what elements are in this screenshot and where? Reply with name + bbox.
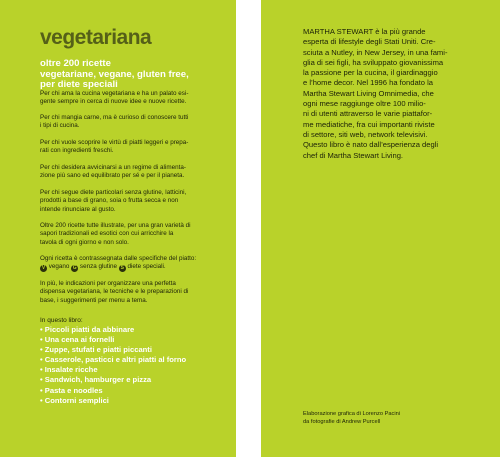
bio-line: di settore, siti web, network televisivi. <box>303 129 428 139</box>
paragraph <box>40 139 230 156</box>
text-line: intende rinunciare al gusto. <box>40 205 116 213</box>
bio-line: MARTHA STEWART è la più grande <box>303 27 426 36</box>
text-line: i tipi di cucina. <box>40 122 80 130</box>
text-line: Per chi segue diete particolari senza glutine, latticini, <box>40 189 187 196</box>
bio-line: Martha Stewart Living Omnimedia, che <box>303 88 434 98</box>
credit-line: da fotografie di Andrew Purcell <box>303 419 381 425</box>
list-item-label: Pasta e noodles <box>44 385 103 395</box>
list-item: • Contorni semplici <box>40 395 109 405</box>
list-item: • Piccoli piatti da abbinare <box>40 325 135 334</box>
text-line: Oltre 200 ricette tutte illustrate, per una gran varietà di <box>40 222 191 229</box>
bio-line: sciuta a Nutley, in New Jersey, in una fami- <box>303 47 448 57</box>
paragraph <box>40 189 230 214</box>
list-item-label: Contorni semplici <box>44 395 109 405</box>
legend-label-special-diet: diete speciali. <box>127 263 166 271</box>
list-item-label: Casserole, pasticci e altri piatti al forno <box>44 355 187 365</box>
bio-line: glia di sei figli, ha sviluppato giovanissima <box>303 57 444 67</box>
list-item-label: Piccoli piatti da abbinare <box>44 325 135 334</box>
vegan-icon: V <box>41 265 46 272</box>
paragraph <box>40 90 230 107</box>
page-gutter <box>236 0 261 457</box>
paragraph <box>40 280 230 305</box>
list-item-label: Insalate ricche <box>44 365 98 375</box>
bio-line: la passione per la cucina, il giardinaggio <box>303 68 438 78</box>
text-line: gente sempre in cerca di nuove idee e nuove ricette. <box>40 98 187 106</box>
list-item: • Casserole, pasticci e altri piatti al forno <box>40 355 187 365</box>
bio-line: ogni mese raggiunge oltre 100 milio- <box>303 99 426 109</box>
subtitle <box>40 59 230 91</box>
paragraph <box>40 222 230 247</box>
legend-intro: Ogni ricetta è contrassegnata dalle specifiche del piatto: <box>40 255 197 262</box>
text-line: prodotti a base di grano, soia o frutta secca e non <box>40 197 179 205</box>
list-item-label: Zuppe, stufati e piatti piccanti <box>44 345 152 355</box>
special-diet-icon: S <box>120 265 124 272</box>
bio-line: ni di utenti attraverso le varie piattafor- <box>303 109 433 119</box>
right-flap <box>261 0 500 457</box>
legend-label-gluten-free: senza glutine <box>79 263 118 271</box>
list-item: • Una cena ai fornelli <box>40 335 115 345</box>
bio-line: Questo libro è nato dall’esperienza degli <box>303 140 439 150</box>
contents-list <box>40 325 186 406</box>
text-line: tavola di ogni giorno e non solo. <box>40 238 129 246</box>
list-item-label: Una cena ai fornelli <box>44 335 115 345</box>
text-line: zione più sano ed equilibrato per sé e per il pianeta. <box>40 172 185 180</box>
text-line: base, i suggerimenti per menu a tema. <box>40 296 148 304</box>
bio-line: chef di Martha Stewart Living. <box>303 150 404 160</box>
text-line: dispensa vegetariana, le tecniche e le preparazioni di <box>40 288 189 296</box>
legend-label-vegan: vegano <box>48 263 70 271</box>
gluten-free-icon: G <box>72 265 77 272</box>
subtitle-line: vegetariane, vegane, gluten free, <box>40 68 189 80</box>
left-flap <box>0 0 236 457</box>
author-bio <box>303 27 483 161</box>
legend-items <box>40 263 230 272</box>
text-line: Per chi desidera avvicinarsi a un regime di alimenta- <box>40 164 186 171</box>
design-credits <box>303 410 400 426</box>
list-item-label: Sandwich, hamburger e pizza <box>44 375 152 385</box>
text-line: In più, le indicazioni per organizzare una perfetta <box>40 280 176 287</box>
text-line: sapori tradizionali ed esotici con cui arricchire la <box>40 230 174 238</box>
bio-line: me mediatiche, fra cui importanti riviste <box>303 119 435 129</box>
text-line: Per chi ama la cucina vegetariana e ha un palato esi- <box>40 90 189 97</box>
paragraph <box>40 164 230 181</box>
paragraph <box>40 114 230 131</box>
bio-line: e l’home decor. Nel 1996 ha fondato la <box>303 78 434 88</box>
subtitle-line: per diete speciali <box>40 79 118 91</box>
brand-title: vegetariana <box>40 26 152 49</box>
bio-line: esperta di lifestyle degli Stati Uniti. Cre- <box>303 37 436 47</box>
text-line: Per chi vuole scoprire le virtù di piatti leggeri e prepa- <box>40 139 189 146</box>
legend <box>40 255 230 272</box>
list-item: • Sandwich, hamburger e pizza <box>40 375 152 385</box>
credit-line: Elaborazione grafica di Lorenzo Pacini <box>303 411 401 417</box>
text-line: rati con ingredienti freschi. <box>40 147 114 155</box>
list-item: • Insalate ricche <box>40 365 98 375</box>
list-item: • Pasta e noodles <box>40 385 103 395</box>
list-item: • Zuppe, stufati e piatti piccanti <box>40 345 152 355</box>
subtitle-line: oltre 200 ricette <box>40 58 111 69</box>
text-line: Per chi mangia carne, ma è curioso di conoscere tutti <box>40 114 189 121</box>
contents-heading: In questo libro: <box>40 317 83 324</box>
